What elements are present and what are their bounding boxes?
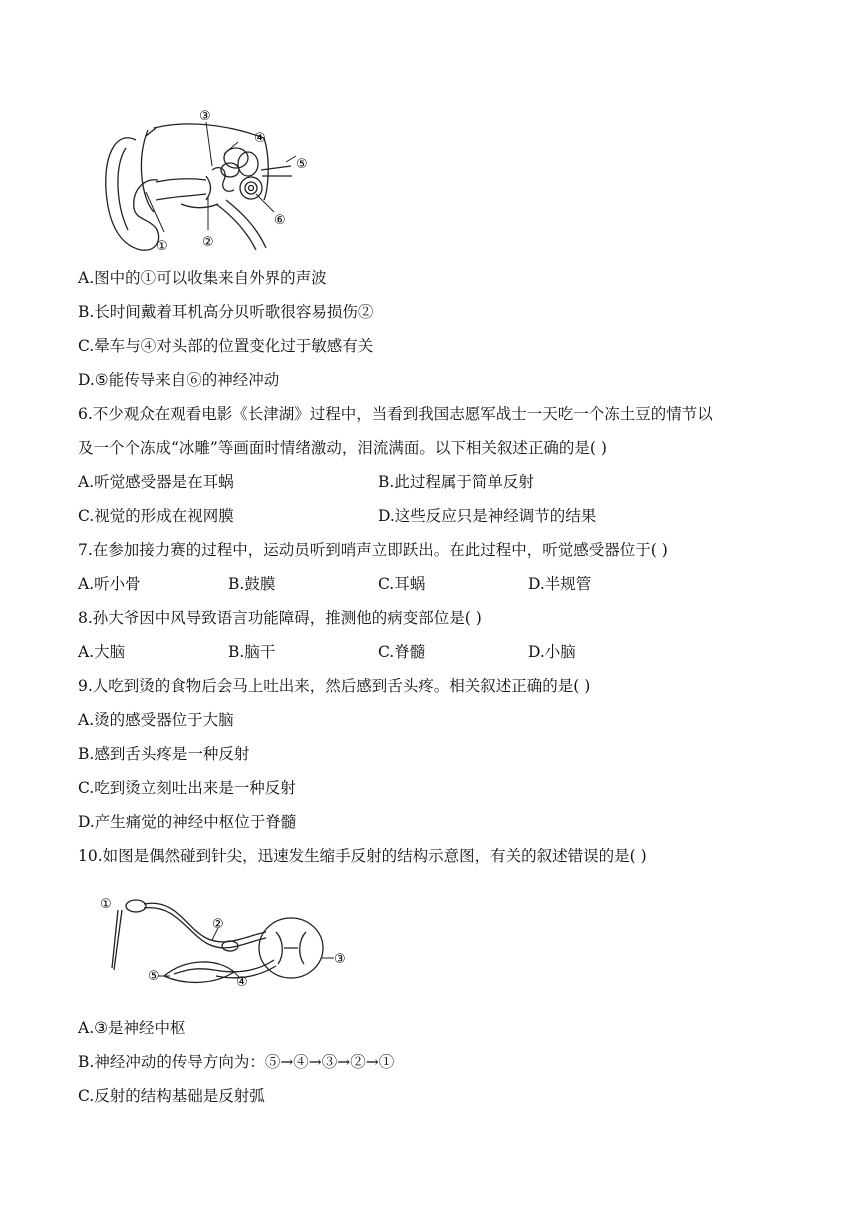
reflex-label-3: ③ bbox=[334, 952, 346, 967]
q6-option-c: C.视觉的形成在视网膜 bbox=[78, 507, 234, 525]
q6-option-d: D.这些反应只是神经调节的结果 bbox=[378, 507, 597, 525]
q10-option-b: B.神经冲动的传导方向为：⑤→④→③→②→① bbox=[78, 1053, 395, 1071]
ear-label-4: ④ bbox=[254, 131, 266, 146]
q5-option-c: C.晕车与④对头部的位置变化过于敏感有关 bbox=[78, 337, 374, 355]
q7-stem: 7.在参加接力赛的过程中，运动员听到哨声立即跃出。在此过程中，听觉感受器位于( ) bbox=[78, 541, 668, 559]
q8-stem: 8.孙大爷因中风导致语言功能障碍，推测他的病变部位是( ) bbox=[78, 609, 482, 627]
q8-option-a: A.大脑 bbox=[78, 643, 126, 661]
ear-label-2: ② bbox=[202, 235, 214, 250]
q7-option-c: C.耳蜗 bbox=[378, 575, 426, 593]
ear-label-5: ⑤ bbox=[296, 157, 308, 172]
q6-option-a: A.听觉感受器是在耳蜗 bbox=[78, 473, 234, 491]
q9-option-d: D.产生痛觉的神经中枢位于脊髓 bbox=[78, 813, 297, 831]
reflex-label-1: ① bbox=[100, 897, 112, 912]
ear-label-1: ① bbox=[156, 239, 168, 254]
q9-option-a: A.烫的感受器位于大脑 bbox=[78, 711, 234, 729]
ear-label-3: ③ bbox=[199, 109, 211, 124]
q5-option-a: A.图中的①可以收集来自外界的声波 bbox=[78, 269, 327, 287]
q9-stem: 9.人吃到烫的食物后会马上吐出来，然后感到舌头疼。相关叙述正确的是( ) bbox=[78, 677, 591, 695]
q8-option-d: D.小脑 bbox=[528, 643, 576, 661]
q9-option-c: C.吃到烫立刻吐出来是一种反射 bbox=[78, 779, 296, 797]
q7-option-a: A.听小骨 bbox=[78, 575, 141, 593]
reflex-arc-diagram bbox=[96, 888, 356, 998]
ear-label-6: ⑥ bbox=[274, 213, 286, 228]
q8-option-b: B.脑干 bbox=[228, 643, 276, 661]
q7-option-b: B.鼓膜 bbox=[228, 575, 276, 593]
q9-option-b: B.感到舌头疼是一种反射 bbox=[78, 745, 250, 763]
q5-option-b: B.长时间戴着耳机高分贝听歌很容易损伤② bbox=[78, 303, 374, 321]
q6-option-b: B.此过程属于简单反射 bbox=[378, 473, 534, 491]
reflex-label-4: ④ bbox=[236, 975, 248, 990]
q10-option-c: C.反射的结构基础是反射弧 bbox=[78, 1087, 265, 1105]
q8-option-c: C.脊髓 bbox=[378, 643, 426, 661]
q10-option-a: A.③是神经中枢 bbox=[78, 1019, 186, 1037]
q7-option-d: D.半规管 bbox=[528, 575, 592, 593]
ear-diagram bbox=[96, 100, 336, 260]
q6-stem-line2: 及一个个冻成“冰雕”等画面时情绪激动，泪流满面。以下相关叙述正确的是( ) bbox=[78, 439, 607, 457]
q5-option-d: D.⑤能传导来自⑥的神经冲动 bbox=[78, 371, 280, 389]
reflex-label-2: ② bbox=[212, 917, 224, 932]
q10-stem: 10.如图是偶然碰到针尖，迅速发生缩手反射的结构示意图，有关的叙述错误的是( ) bbox=[78, 847, 647, 865]
reflex-label-5: ⑤ bbox=[148, 969, 160, 984]
q6-stem-line1: 6.不少观众在观看电影《长津湖》过程中，当看到我国志愿军战士一天吃一个冻土豆的情节以 bbox=[78, 405, 713, 423]
